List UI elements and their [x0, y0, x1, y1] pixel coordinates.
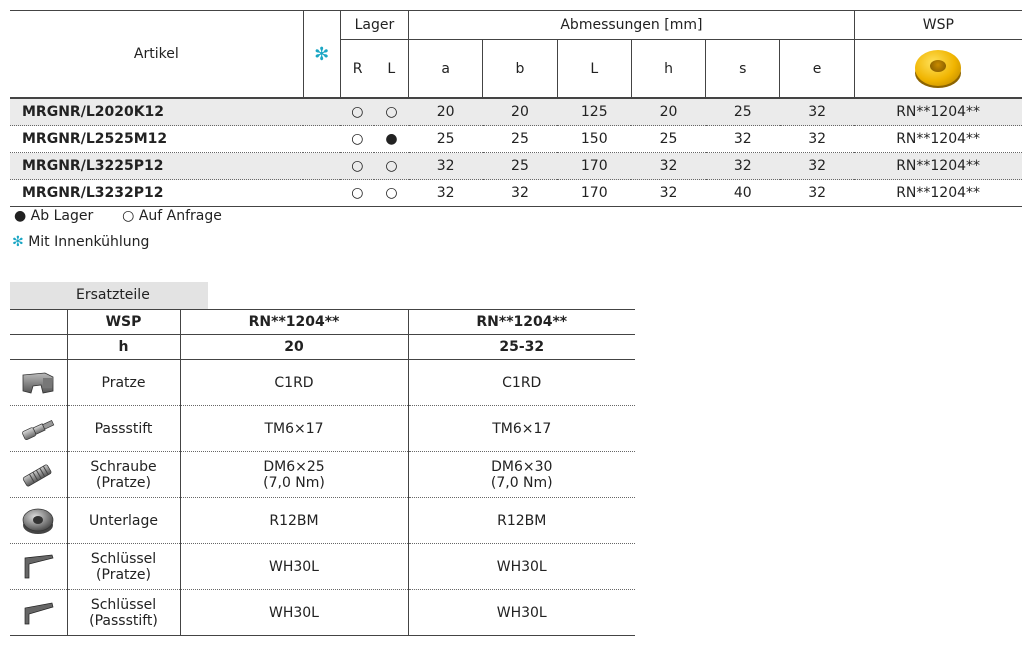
dim-b: 25 — [483, 153, 557, 180]
article-code: MRGNR/L3225P12 — [10, 153, 303, 180]
header-h: h — [631, 40, 705, 99]
table-row — [10, 590, 635, 636]
part-name: Unterlage — [89, 512, 158, 529]
pin-icon — [10, 406, 67, 452]
table-row — [10, 153, 1022, 180]
article-code: MRGNR/L2020K12 — [10, 98, 303, 126]
part-name: Pratze — [101, 374, 146, 391]
article-code: MRGNR/L2525M12 — [10, 126, 303, 153]
header-h: h — [67, 335, 180, 360]
dim-a: 32 — [409, 153, 483, 180]
table-row — [10, 180, 1022, 207]
part-col2: R12BM — [408, 498, 635, 544]
table-row — [10, 406, 635, 452]
dim-len: 170 — [557, 180, 631, 207]
dim-e: 32 — [780, 98, 854, 126]
insert-code: RN**1204** — [854, 180, 1022, 207]
part-col1: WH30L — [180, 590, 408, 636]
part-col1-sub: (7,0 Nm) — [263, 474, 325, 491]
spare-parts-title: Ersatzteile — [10, 282, 208, 309]
part-name: Schlüssel — [90, 596, 157, 613]
part-name: Schlüssel — [90, 550, 157, 567]
header-h-col2: 25-32 — [408, 335, 635, 360]
header-len: L — [557, 40, 631, 99]
header-r: R — [340, 40, 374, 99]
header-a: a — [409, 40, 483, 99]
header-h-col1: 20 — [180, 335, 408, 360]
legend-cooling — [12, 234, 149, 250]
stock-r: ○ — [340, 126, 374, 153]
on-request-symbol: ○ — [122, 208, 135, 224]
header-wsp-col2: RN**1204** — [408, 310, 635, 335]
dim-h: 20 — [631, 98, 705, 126]
dim-b: 25 — [483, 126, 557, 153]
table-row — [10, 498, 635, 544]
dim-e: 32 — [780, 126, 854, 153]
part-col2: TM6×17 — [408, 406, 635, 452]
stock-r: ○ — [340, 180, 374, 207]
dim-len: 170 — [557, 153, 631, 180]
header-wsp: WSP — [67, 310, 180, 335]
dim-h: 32 — [631, 180, 705, 207]
screw-icon — [10, 452, 67, 498]
dim-a: 25 — [409, 126, 483, 153]
insert-code: RN**1204** — [854, 98, 1022, 126]
header-stock: Lager — [340, 11, 408, 40]
dim-e: 32 — [780, 180, 854, 207]
article-table — [10, 10, 1022, 207]
insert-code: RN**1204** — [854, 153, 1022, 180]
hex-key-icon — [10, 544, 67, 590]
dim-s: 32 — [706, 153, 780, 180]
dim-h: 32 — [631, 153, 705, 180]
part-col2: C1RD — [408, 360, 635, 406]
table-row — [10, 452, 635, 498]
cooling-label: Mit Innenkühlung — [28, 234, 150, 250]
dim-b: 32 — [483, 180, 557, 207]
dim-h: 25 — [631, 126, 705, 153]
table-row — [10, 98, 1022, 126]
part-col2: WH30L — [408, 590, 635, 636]
cooling-icon: ✻ — [12, 234, 24, 250]
dim-a: 32 — [409, 180, 483, 207]
clamp-icon — [10, 360, 67, 406]
stock-r: ○ — [340, 98, 374, 126]
dim-len: 150 — [557, 126, 631, 153]
legend-stock — [14, 208, 222, 224]
part-col2-sub: (7,0 Nm) — [490, 474, 553, 491]
part-name-sub: (Pratze) — [96, 566, 151, 583]
table-row — [10, 360, 635, 406]
table-row — [10, 126, 1022, 153]
part-col1: C1RD — [180, 360, 408, 406]
dim-a: 20 — [409, 98, 483, 126]
dim-len: 125 — [557, 98, 631, 126]
round-insert-icon — [915, 44, 961, 90]
part-name: Passstift — [94, 420, 153, 437]
stock-l: ○ — [374, 180, 408, 207]
header-insert: WSP — [854, 11, 1022, 40]
spare-parts-table — [10, 309, 635, 636]
dim-s: 32 — [706, 126, 780, 153]
part-name-sub: (Pratze) — [96, 474, 151, 491]
part-col1: TM6×17 — [180, 406, 408, 452]
stock-l: ● — [374, 126, 408, 153]
part-name-sub: (Passstift) — [89, 612, 158, 629]
header-article: Artikel — [10, 11, 303, 99]
article-code: MRGNR/L3232P12 — [10, 180, 303, 207]
part-name: Schraube — [90, 458, 157, 475]
part-col1: WH30L — [180, 544, 408, 590]
stock-l: ○ — [374, 98, 408, 126]
hex-key-icon — [10, 590, 67, 636]
dim-e: 32 — [780, 153, 854, 180]
part-col1: DM6×25 — [263, 458, 325, 475]
part-col2: WH30L — [408, 544, 635, 590]
header-l: L — [374, 40, 408, 99]
on-request-label: Auf Anfrage — [138, 208, 222, 224]
dim-b: 20 — [483, 98, 557, 126]
header-s: s — [706, 40, 780, 99]
header-b: b — [483, 40, 557, 99]
dim-s: 25 — [706, 98, 780, 126]
header-wsp-col1: RN**1204** — [180, 310, 408, 335]
part-col1: R12BM — [180, 498, 408, 544]
shim-icon — [10, 498, 67, 544]
insert-code: RN**1204** — [854, 126, 1022, 153]
dim-s: 40 — [706, 180, 780, 207]
in-stock-label: Ab Lager — [30, 208, 94, 224]
header-e: e — [780, 40, 854, 99]
stock-r: ○ — [340, 153, 374, 180]
stock-l: ○ — [374, 153, 408, 180]
table-row — [10, 544, 635, 590]
part-col2: DM6×30 — [491, 458, 553, 475]
insert-image-cell — [854, 40, 1022, 99]
header-dimensions: Abmessungen [mm] — [409, 11, 855, 40]
cooling-icon: ✻ — [303, 11, 340, 99]
in-stock-symbol: ● — [14, 208, 27, 224]
